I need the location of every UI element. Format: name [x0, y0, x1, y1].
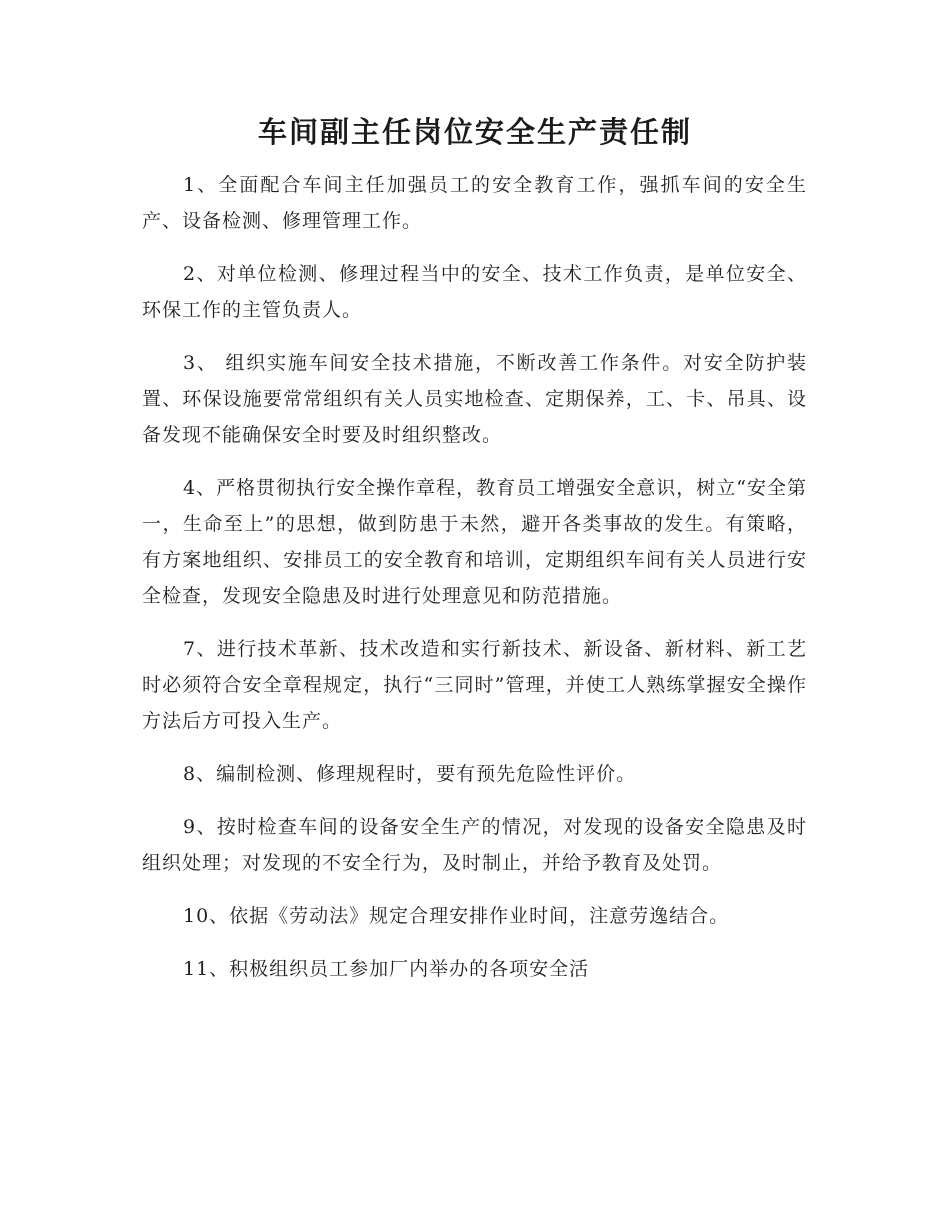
paragraph-10: 10、依据《劳动法》规定合理安排作业时间，注意劳逸结合。 — [183, 905, 730, 927]
paragraph-3: 3、 组织实施车间安全技术措施，不断改善工作条件。对安全防护装置、环保设施要常常组织有关人员实地检查、定期保养，工、卡、吊具、设备发现不能确保安全时要及时组织整改。 — [142, 352, 807, 446]
paragraph-4: 4、严格贯彻执行安全操作章程，教育员工增强安全意识，树立“安全第一，生命至上”的思想，做到防患于未然，避开各类事故的发生。有策略，有方案地组织、安排员工的安全教育和培训，定期组织车间有关人员进行安全检查，发现安全隐患及时进行处理意见和防范措施。 — [142, 477, 807, 607]
document-title: 车间副主任岗位安全生产责任制 — [257, 115, 692, 149]
paragraph-7: 7、进行技术革新、技术改造和实行新技术、新设备、新材料、新工艺时必须符合安全章程规定，执行“三同时”管理，并使工人熟练掌握安全操作方法后方可投入生产。 — [142, 638, 807, 732]
paragraph-9: 9、按时检查车间的设备安全生产的情况，对发现的设备安全隐患及时组织处理；对发现的不安全行为，及时制止，并给予教育及处罚。 — [142, 816, 807, 874]
paragraph-11: 11、积极组织员工参加厂内举办的各项安全活 — [183, 958, 590, 980]
document-body — [142, 167, 807, 1004]
paragraph-8: 8、编制检测、修理规程时，要有预先危险性评价。 — [183, 763, 637, 785]
paragraph-1: 1、全面配合车间主任加强员工的安全教育工作，强抓车间的安全生产、设备检测、修理管理工作。 — [142, 174, 807, 232]
paragraph-2: 2、对单位检测、修理过程当中的安全、技术工作负责，是单位安全、环保工作的主管负责人。 — [142, 263, 807, 321]
